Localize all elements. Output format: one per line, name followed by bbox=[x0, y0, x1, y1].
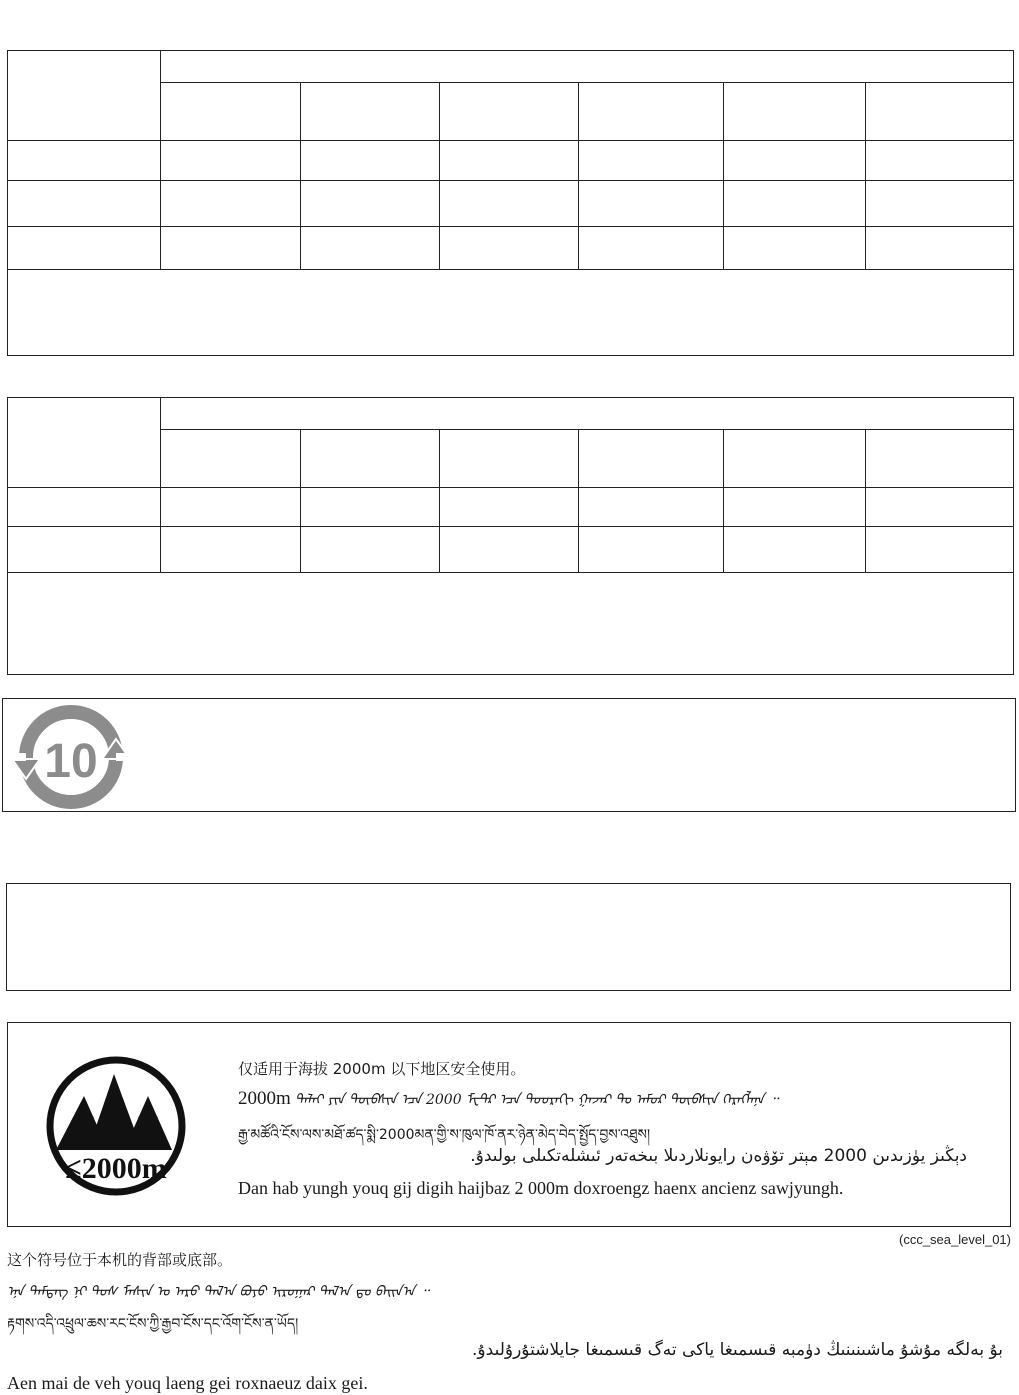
table-1-header-substances bbox=[161, 51, 1014, 83]
altitude-2000m-icon bbox=[44, 1056, 188, 1196]
table-row bbox=[8, 181, 1014, 227]
table-row bbox=[8, 527, 1014, 573]
altitude-notice-bo: རྒྱ་མཚོའི་ངོས་ལས་མཐོ་ཚད་སྨི་2000མན་གྱི་ས་ཁུལ་ཁོ་ནར་ཉེན་མེད་བེད་སྤྱོད་བྱས་འཐུས། bbox=[238, 1127, 651, 1143]
table-cell bbox=[161, 430, 301, 488]
altitude-notice-ug: دېڭىز يۈزىدىن 2000 مېتر تۆۋەن رايونلاردىلا بىخەتەر ئىشلەتكىلى بولىدۇ. bbox=[470, 1146, 967, 1166]
table-1-header-part bbox=[8, 51, 161, 141]
table-cell bbox=[579, 83, 724, 141]
symbol-location-mn: ᠡᠨᠡ ᠲᠡᠮᠳᠡᠭ ᠨᠢ ᠲᠤᠰ ᠮᠠᠰᠢᠨ ᠤ ᠠᠷᠤ ᠲᠠᠯ᠎ᠠ ᠪᠤᠶᠤ ᠢᠷᠤᠭᠠᠷ ᠲᠠᠯ᠎ᠠ ᠳᠤ ᠪᠠᠢᠨ᠎ᠠ ᠃ bbox=[7, 1284, 429, 1300]
recycle-period-number: 10 bbox=[44, 735, 98, 788]
reference-code: (ccc_sea_level_01) bbox=[898, 1232, 1011, 1247]
table-row bbox=[8, 488, 1014, 527]
altitude-notice-mn-text: ᠳᠠᠯᠠᠢ ᠶᠢᠨ ᠲᠦᠪᠰᠢᠨ ᠡᠴᠡ 2000 ᠮᠧᠲ᠋ᠷ ᠡᠴᠡ ᠳᠣᠣᠷᠠᠬᠢ ᠭᠠᠵᠠᠷ ᠲᠤ ᠠᠮᠤᠷ ᠲᠦᠪᠰᠢᠨ ᠬᠡᠷᠡᠭᠯᠡᠨᠡ ᠃ bbox=[294, 1092, 778, 1108]
symbol-location-ug: بۇ بەلگە مۇشۇ ماشىنىنىڭ دۈمبە قىسمىغا ياكى تەگ قىسمىغا جايلاشتۇرۇلىدۇ. bbox=[472, 1340, 1003, 1360]
hazardous-substance-table-2 bbox=[7, 397, 1014, 675]
table-2-header-substances bbox=[161, 398, 1014, 430]
table-2-footnote-row bbox=[8, 573, 1014, 675]
table-cell bbox=[440, 83, 579, 141]
table-row bbox=[8, 141, 1014, 181]
table-cell bbox=[301, 83, 440, 141]
altitude-notice-za: Dan hab yungh youq gij digih haijbaz 2 000m doxroengz haenx ancienz sawjyungh. bbox=[238, 1178, 844, 1198]
notice-box bbox=[6, 883, 1011, 991]
altitude-notice-mn-prefix: 2000m bbox=[238, 1088, 291, 1109]
table-cell bbox=[579, 430, 724, 488]
table-cell bbox=[440, 430, 579, 488]
table-cell bbox=[866, 430, 1014, 488]
symbol-location-bo: རྟགས་འདི་འཕྲུལ་ཆས་རང་ངོས་ཀྱི་རྒྱབ་ངོས་དང་འོག་ངོས་ན་ཡོད། bbox=[7, 1316, 299, 1332]
table-row bbox=[8, 227, 1014, 270]
hazardous-substance-table-1 bbox=[7, 50, 1014, 356]
table-cell bbox=[724, 83, 866, 141]
table-1-footnote-row bbox=[8, 270, 1014, 356]
symbol-location-zh: 这个符号位于本机的背部或底部。 bbox=[7, 1251, 233, 1269]
altitude-icon-label: ≤2000m bbox=[65, 1152, 167, 1185]
symbol-location-za: Aen mai de veh youq laeng gei roxnaeuz daix gei. bbox=[7, 1373, 368, 1393]
recycle-10-icon bbox=[10, 703, 132, 809]
table-2-header-part bbox=[8, 398, 161, 488]
altitude-notice-zh: 仅适用于海拔 2000m 以下地区安全使用。 bbox=[238, 1060, 526, 1078]
table-cell bbox=[161, 83, 301, 141]
table-cell bbox=[301, 430, 440, 488]
table-cell bbox=[866, 83, 1014, 141]
table-cell bbox=[724, 430, 866, 488]
efup-box bbox=[2, 698, 1016, 812]
altitude-notice-mn bbox=[238, 1085, 778, 1110]
